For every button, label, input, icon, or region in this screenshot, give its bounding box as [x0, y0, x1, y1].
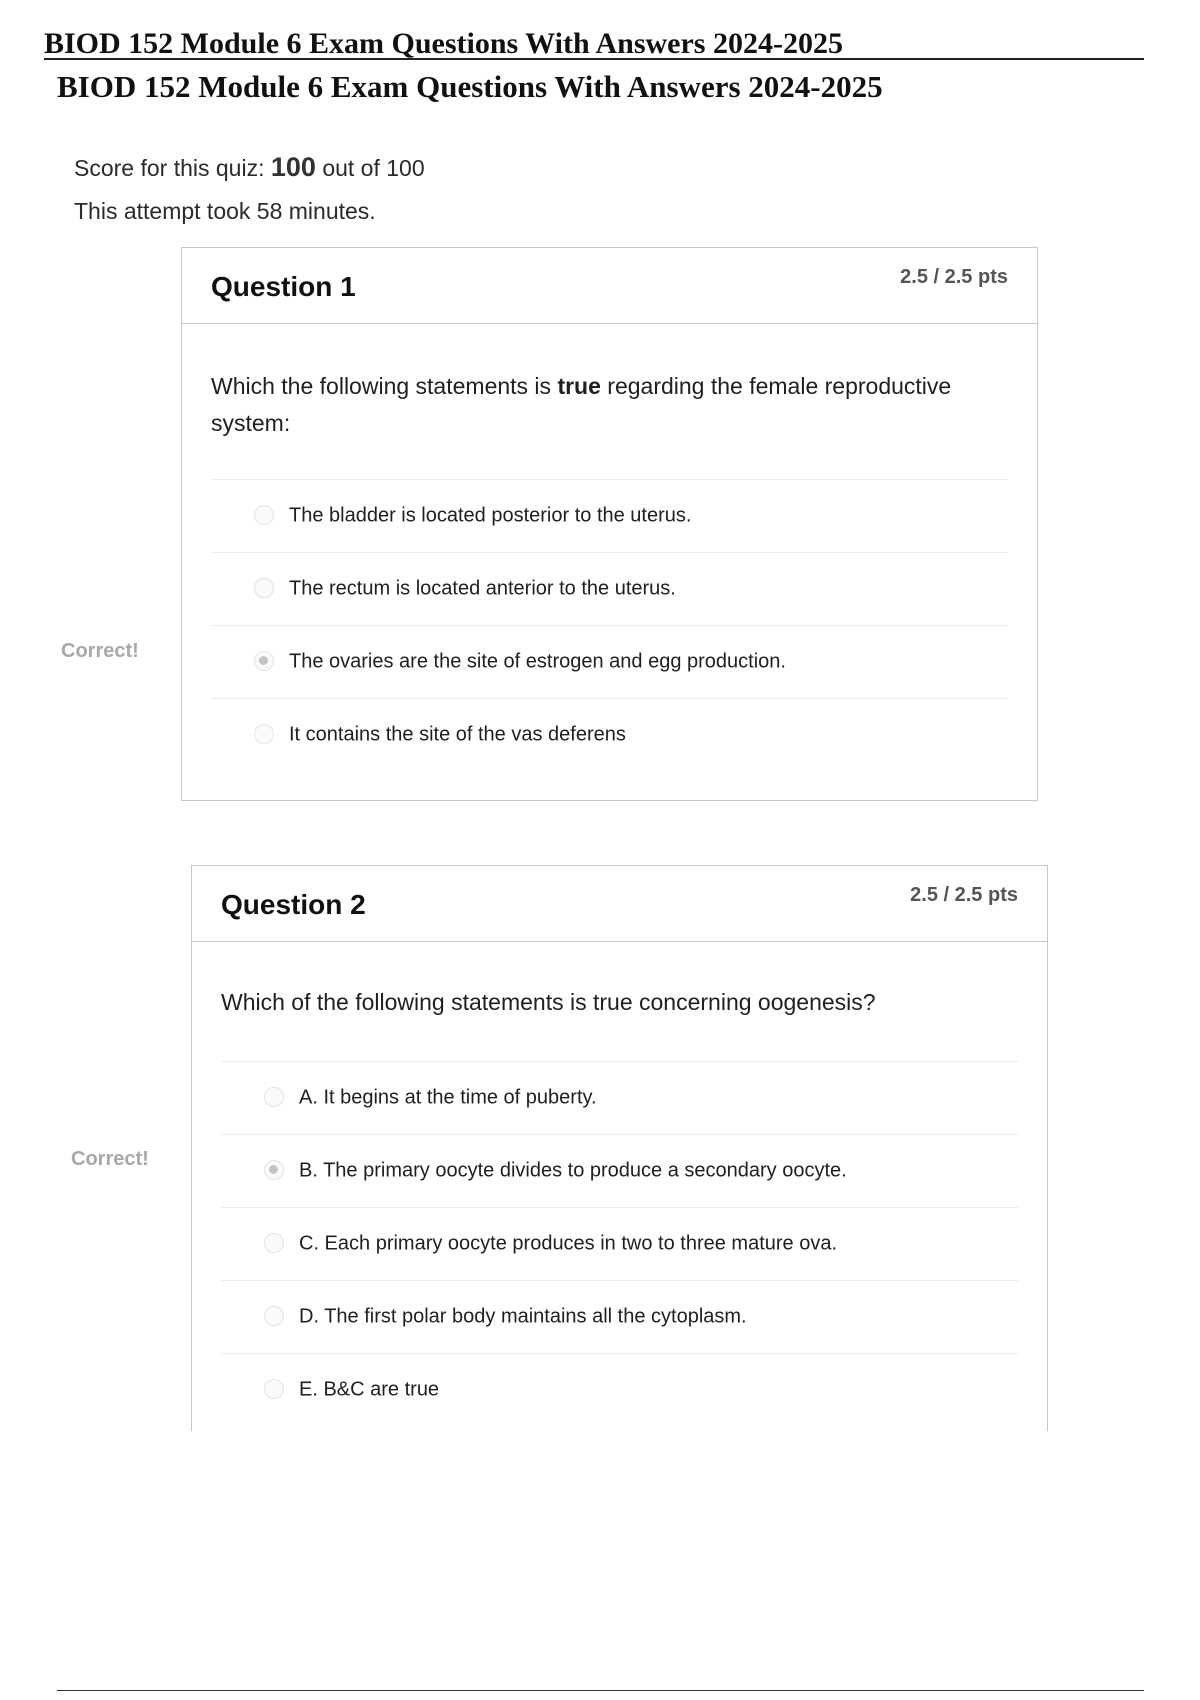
question-card-1: [181, 247, 1038, 801]
answer-option[interactable]: [221, 1280, 1018, 1353]
page-header: BIOD 152 Module 6 Exam Questions With Answers 2024-2025: [44, 26, 1144, 60]
score-value: 100: [270, 152, 316, 182]
radio-button[interactable]: [254, 578, 274, 598]
radio-button[interactable]: [264, 1306, 284, 1326]
question-title: Question 1: [211, 271, 356, 302]
question-points: 2.5 / 2.5 pts: [910, 884, 1018, 906]
radio-button[interactable]: [264, 1379, 284, 1399]
attempt-duration: This attempt took 58 minutes.: [74, 198, 376, 224]
footer-divider: [57, 1690, 1144, 1691]
question-title: Question 2: [221, 889, 366, 920]
question-text-part: Which the following statements is: [211, 373, 552, 399]
answer-option[interactable]: [221, 1207, 1018, 1280]
answer-option-selected[interactable]: [211, 625, 1008, 698]
question-card-2: [191, 865, 1048, 1431]
answer-text: C. Each primary oocyte produces in two to three mature ova.: [299, 1232, 838, 1255]
radio-button[interactable]: [264, 1087, 284, 1107]
question-points: 2.5 / 2.5 pts: [900, 266, 1008, 288]
question-header: [192, 866, 1047, 942]
question-text-part: regarding the female reproductive system:: [211, 373, 952, 436]
answer-list: [211, 479, 1008, 771]
answer-option[interactable]: [211, 552, 1008, 625]
question-text-emphasis: true: [557, 373, 601, 399]
answer-text: The ovaries are the site of estrogen and egg production.: [289, 650, 786, 673]
document-title: BIOD 152 Module 6 Exam Questions With Answers 2024-2025: [57, 69, 883, 104]
correct-indicator: Correct!: [71, 1148, 149, 1170]
quiz-score: [74, 152, 425, 183]
answer-option[interactable]: [211, 479, 1008, 552]
answer-option-selected[interactable]: [221, 1134, 1018, 1207]
answer-option[interactable]: [211, 698, 1008, 771]
radio-button-checked[interactable]: [254, 651, 274, 671]
question-header: [182, 248, 1037, 324]
answer-text: The bladder is located posterior to the uterus.: [289, 504, 692, 527]
radio-button-checked[interactable]: [264, 1160, 284, 1180]
answer-text: D. The first polar body maintains all the cytoplasm.: [299, 1305, 747, 1328]
answer-option[interactable]: [221, 1061, 1018, 1134]
answer-text: B. The primary oocyte divides to produce a secondary oocyte.: [299, 1159, 847, 1182]
score-suffix: out of 100: [322, 155, 425, 181]
radio-button[interactable]: [254, 505, 274, 525]
question-text: [211, 368, 997, 442]
answer-text: A. It begins at the time of puberty.: [299, 1086, 597, 1109]
question-text: Which of the following statements is true concerning oogenesis?: [221, 989, 876, 1015]
answer-list: [221, 1061, 1018, 1426]
answer-text: The rectum is located anterior to the uterus.: [289, 577, 676, 600]
answer-option[interactable]: [221, 1353, 1018, 1426]
answer-text: It contains the site of the vas deferens: [289, 723, 626, 746]
correct-indicator: Correct!: [61, 640, 139, 662]
answer-text: E. B&C are true: [299, 1378, 440, 1401]
radio-button[interactable]: [254, 724, 274, 744]
radio-button[interactable]: [264, 1233, 284, 1253]
score-prefix: Score for this quiz:: [74, 155, 265, 181]
